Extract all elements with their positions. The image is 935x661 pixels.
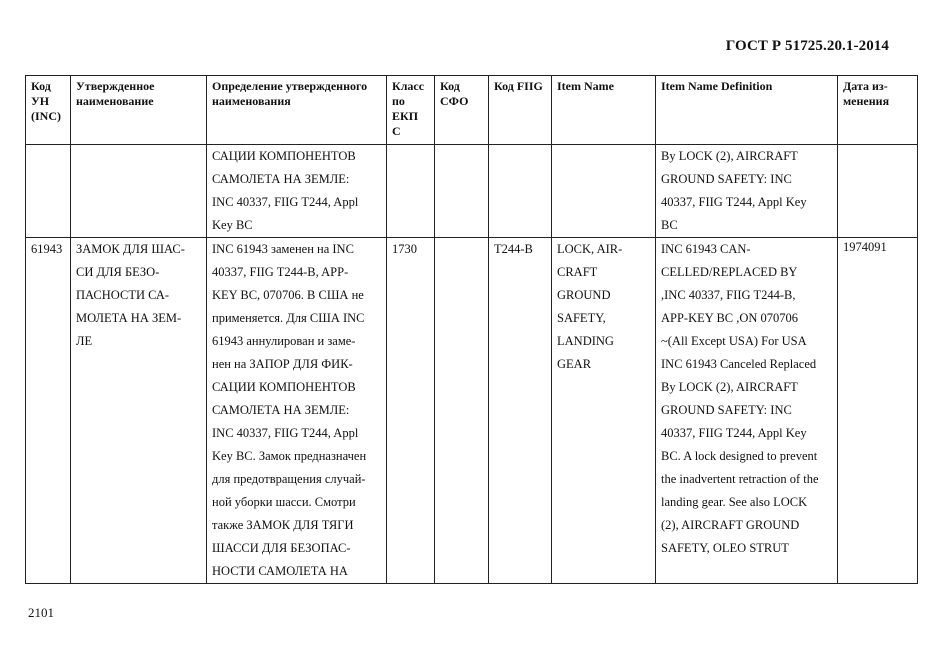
header-change-date: Дата из-менения: [838, 76, 918, 145]
header-sfo-code: Код СФО: [435, 76, 489, 145]
nomenclature-table: [25, 75, 918, 584]
table-row: [26, 145, 918, 238]
cell-sfo-code: [435, 238, 489, 584]
table-header-row: [26, 76, 918, 145]
cell-text-line: GROUND: [557, 288, 611, 302]
cell-change-date: [838, 145, 918, 238]
header-item-name-definition: Item Name Definition: [656, 76, 838, 145]
cell-text-line: (2), AIRCRAFT GROUND: [661, 518, 800, 532]
cell-text-line: APP-KEY BC ,ON 070706: [661, 311, 799, 325]
cell-text-line: By LOCK (2), AIRCRAFT: [661, 380, 798, 394]
cell-text-line: 61943 аннулирован и заме-: [212, 334, 356, 348]
cell-item-name: [552, 238, 656, 584]
cell-inc: [26, 145, 71, 238]
cell-text-line: САЦИИ КОМПОНЕНТОВ: [212, 149, 356, 163]
cell-text-line: МОЛЕТА НА ЗЕМ-: [76, 311, 182, 325]
cell-text-line: нен на ЗАПОР ДЛЯ ФИК-: [212, 357, 353, 371]
cell-text-line: INC 40337, FIIG T244, Appl: [212, 426, 359, 440]
cell-text-line: ~(All Except USA) For USA: [661, 334, 807, 348]
table-row: [26, 238, 918, 584]
page-number: 2101: [28, 605, 54, 620]
cell-text-line: GEAR: [557, 357, 592, 371]
cell-text-line: SAFETY,: [557, 311, 606, 325]
cell-item-name-definition: [656, 145, 838, 238]
cell-text-line: 40337, FIIG T244, Appl Key: [661, 195, 807, 209]
cell-text-line: BC. A lock designed to prevent: [661, 449, 818, 463]
cell-text-line: ЛЕ: [76, 334, 93, 348]
cell-text-line: 40337, FIIG T244-B, APP-: [212, 265, 349, 279]
cell-text-line: также ЗАМОК ДЛЯ ТЯГИ: [212, 518, 354, 532]
cell-text-line: GROUND SAFETY: INC: [661, 403, 792, 417]
cell-text-line: ШАССИ ДЛЯ БЕЗОПАС-: [212, 541, 351, 555]
cell-text-line: САМОЛЕТА НА ЗЕМЛЕ:: [212, 172, 350, 186]
cell-text-line: INC 61943 Canceled Replaced: [661, 357, 817, 371]
cell-fiig-code: [489, 145, 552, 238]
header-item-name: Item Name: [552, 76, 656, 145]
cell-text-line: САМОЛЕТА НА ЗЕМЛЕ:: [212, 403, 350, 417]
cell-text-line: INC 61943 CAN-: [661, 242, 751, 256]
cell-text-line: 40337, FIIG T244, Appl Key: [661, 426, 807, 440]
document-standard-title: ГОСТ Р 51725.20.1-2014: [725, 38, 889, 54]
cell-text-line: применяется. Для США INC: [212, 311, 365, 325]
header-definition: Определение утвержденного наименования: [207, 76, 387, 145]
cell-text-line: KEY BC, 070706. В США не: [212, 288, 364, 302]
cell-text-line: INC 40337, FIIG T244, Appl: [212, 195, 359, 209]
cell-text-line: INC 61943 заменен на INC: [212, 242, 354, 256]
cell-text-line: ПАСНОСТИ СА-: [76, 288, 170, 302]
header-fiig-code: Код FIIG: [489, 76, 552, 145]
cell-text-line: ,INC 40337, FIIG T244-B,: [661, 288, 796, 302]
cell-inc: 61943: [26, 238, 71, 584]
cell-text-line: LANDING: [557, 334, 614, 348]
cell-text-line: НОСТИ САМОЛЕТА НА: [212, 564, 348, 578]
cell-text-line: the inadvertent retraction of the: [661, 472, 819, 486]
cell-text-line: CELLED/REPLACED BY: [661, 265, 798, 279]
cell-approved-name: [71, 238, 207, 584]
header-approved-name: Утвержденное наименование: [71, 76, 207, 145]
cell-item-name: [552, 145, 656, 238]
cell-fiig-code: T244-B: [489, 238, 552, 584]
cell-ekps-class: 1730: [387, 238, 435, 584]
cell-text-line: Key BC: [212, 218, 253, 232]
cell-text-line: By LOCK (2), AIRCRAFT: [661, 149, 798, 163]
cell-text-line: САЦИИ КОМПОНЕНТОВ: [212, 380, 356, 394]
cell-text-line: SAFETY, OLEO STRUT: [661, 541, 789, 555]
cell-definition: [207, 145, 387, 238]
cell-text-line: ЗАМОК ДЛЯ ШАС-: [76, 242, 185, 256]
cell-text-line: LOCK, AIR-: [557, 242, 623, 256]
cell-text-line: GROUND SAFETY: INC: [661, 172, 792, 186]
cell-text-line: Key BC. Замок предназначен: [212, 449, 367, 463]
cell-text-line: BC: [661, 218, 678, 232]
header-inc: Код УН (INC): [26, 76, 71, 145]
cell-approved-name: [71, 145, 207, 238]
cell-text-line: CRAFT: [557, 265, 598, 279]
cell-text-line: ной уборки шасси. Смотри: [212, 495, 356, 509]
cell-text-line: landing gear. See also LOCK: [661, 495, 808, 509]
cell-text-line: СИ ДЛЯ БЕЗО-: [76, 265, 160, 279]
cell-sfo-code: [435, 145, 489, 238]
cell-text-line: для предотвращения случай-: [212, 472, 366, 486]
cell-item-name-definition: [656, 238, 838, 584]
header-ekps-class: Класс по ЕКП С: [387, 76, 435, 145]
cell-definition: [207, 238, 387, 584]
cell-ekps-class: [387, 145, 435, 238]
cell-change-date: 1974091: [838, 238, 918, 584]
